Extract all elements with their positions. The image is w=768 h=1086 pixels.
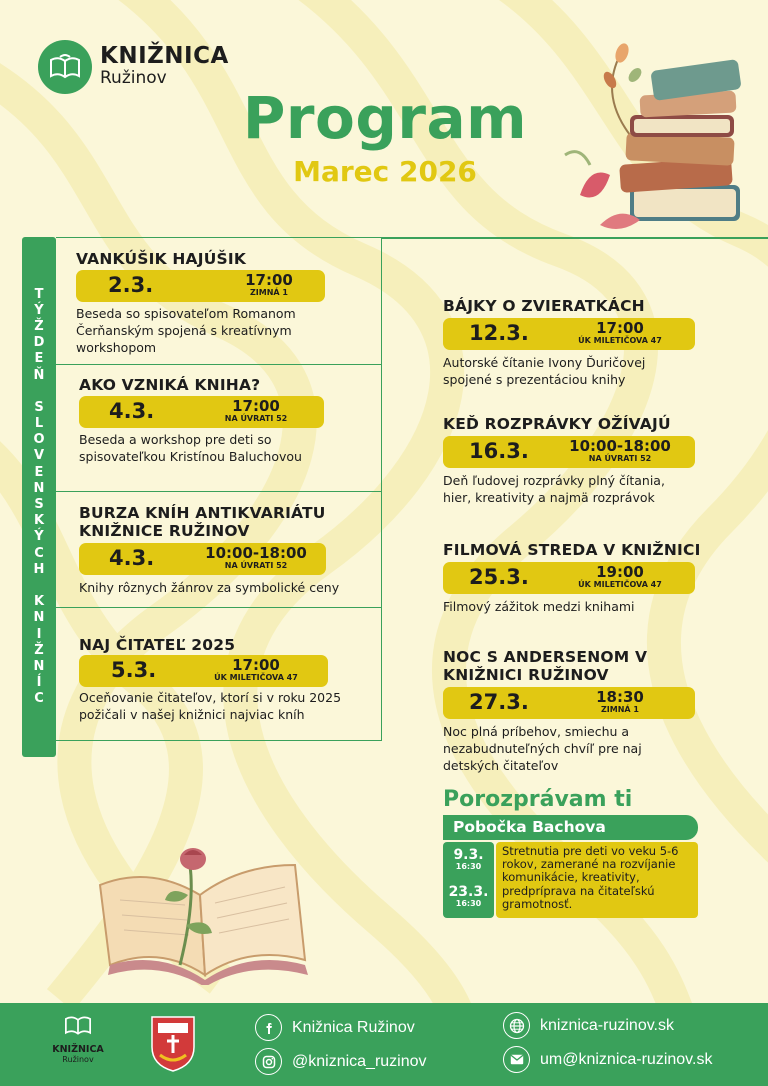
facebook-icon [255, 1014, 282, 1041]
event-time: 18:30 [596, 688, 644, 706]
event-title: FILMOVÁ STREDA V KNIŽNICI [443, 541, 701, 559]
email-link[interactable] [503, 1046, 712, 1073]
event-place: ÚK MILETIČOVA 47 [578, 580, 662, 589]
event-place: NA ÚVRATI 52 [588, 454, 652, 463]
band-letter: O [33, 432, 45, 448]
porozpravam-dates [443, 842, 494, 918]
band-letter: N [33, 480, 45, 496]
porozpravam-date: 23.3. [448, 884, 489, 900]
event-date: 16.3. [469, 439, 529, 463]
logo-sub: Ružinov [100, 68, 167, 89]
band-letter: S [34, 399, 44, 415]
band-letter: C [34, 545, 44, 561]
event-time: 17:00 [232, 656, 280, 674]
event-date: 4.3. [109, 546, 155, 570]
event-description: Deň ľudovej rozprávky plný čítania, hier, kreativity a najmä rozprávok [443, 473, 665, 505]
event-time: 17:00 [232, 397, 280, 415]
event-card[interactable] [443, 415, 698, 506]
footer-logo-name: KNIŽNICA [52, 1044, 104, 1055]
open-book-rose-illustration [90, 825, 320, 985]
band-letter: Ž [34, 642, 44, 658]
book-stack-illustration [560, 35, 750, 235]
band-letter: H [33, 561, 45, 577]
event-date-pill [443, 562, 695, 594]
event-card[interactable] [56, 608, 382, 741]
event-date: 25.3. [469, 565, 529, 589]
porozpravam-time: 16:30 [455, 899, 482, 908]
instagram-label: @kniznica_ruzinov [292, 1052, 427, 1070]
event-place: NA ÚVRATI 52 [224, 561, 288, 570]
event-time: 10:00-18:00 [205, 544, 307, 562]
event-card[interactable] [56, 365, 382, 492]
event-card[interactable] [443, 541, 703, 615]
event-date: 12.3. [469, 321, 529, 345]
event-date-pill [79, 396, 324, 428]
porozpravam-date: 9.3. [453, 847, 484, 863]
porozpravam-time: 16:30 [455, 862, 482, 871]
band-letter: V [33, 448, 45, 464]
event-time: 17:00 [596, 319, 644, 337]
event-place: ZIMNÁ 1 [601, 705, 639, 714]
event-title: KEĎ ROZPRÁVKY OŽÍVAJÚ [443, 415, 671, 433]
event-time: 19:00 [596, 563, 644, 581]
porozpravam-description: Stretnutia pre deti vo veku 5-6 rokov, zamerané na rozvíjanie komunikácie, kreativity, predpríprava na čitateľskú gramotnosť. [496, 842, 698, 918]
event-description: Beseda so spisovateľom Romanom Čerňanským spojená s kreatívnym workshopom [76, 306, 296, 355]
logo-name: KNIŽNICA [100, 43, 229, 70]
band-letter: Í [36, 675, 42, 691]
event-place: ZIMNÁ 1 [250, 288, 288, 297]
event-place: ÚK MILETIČOVA 47 [214, 673, 298, 682]
website-link[interactable] [503, 1012, 674, 1039]
band-letter: C [34, 691, 44, 707]
email-label: um@kniznica-ruzinov.sk [540, 1050, 713, 1068]
event-date: 2.3. [108, 273, 154, 297]
mail-icon [503, 1046, 530, 1073]
event-date-pill [79, 543, 326, 575]
event-date-pill [443, 318, 695, 350]
band-letter: N [33, 610, 45, 626]
event-card[interactable] [443, 648, 698, 774]
globe-icon [503, 1012, 530, 1039]
branch-label: Pobočka Bachova [443, 815, 698, 840]
event-date-pill [443, 436, 695, 468]
instagram-link[interactable] [255, 1048, 427, 1075]
event-description: Filmový zážitok medzi knihami [443, 599, 635, 614]
event-place: ÚK MILETIČOVA 47 [578, 336, 662, 345]
band-letter: Ý [34, 302, 44, 318]
event-date-pill [79, 655, 328, 687]
instagram-icon [255, 1048, 282, 1075]
divider-line [382, 237, 768, 239]
band-letter: I [36, 626, 42, 642]
band-letter: T [34, 286, 44, 302]
event-date: 27.3. [469, 690, 529, 714]
book-logo-icon [63, 1012, 93, 1038]
event-title: AKO VZNIKÁ KNIHA? [79, 376, 261, 394]
event-date-pill [76, 270, 325, 302]
event-title: BÁJKY O ZVIERATKÁCH [443, 297, 645, 315]
band-letter: D [33, 335, 45, 351]
event-card[interactable] [56, 237, 382, 365]
facebook-link[interactable] [255, 1014, 415, 1041]
footer-logo[interactable] [52, 1012, 104, 1064]
footer-logo-sub: Ružinov [62, 1055, 94, 1064]
event-description: Oceňovanie čitateľov, ktorí si v roku 2025 požičali v našej knižnici najviac kníh [79, 690, 342, 722]
event-title: NAJ ČITATEĽ 2025 [79, 636, 236, 654]
coat-of-arms-icon [148, 1013, 198, 1075]
band-letter: L [34, 416, 44, 432]
event-time: 17:00 [245, 271, 293, 289]
book-logo-icon [38, 40, 92, 94]
website-label: kniznica-ruzinov.sk [540, 1016, 674, 1034]
event-description: Knihy rôznych žánrov za symbolické ceny [79, 580, 340, 595]
page-title: Program [242, 84, 528, 152]
band-letter: E [34, 351, 44, 367]
facebook-label: Knižnica Ružinov [292, 1018, 415, 1036]
event-date: 4.3. [109, 399, 155, 423]
event-time: 10:00-18:00 [569, 437, 671, 455]
band-letter: N [33, 658, 45, 674]
band-letter: Ž [34, 318, 44, 334]
event-card[interactable] [56, 492, 382, 608]
event-card[interactable] [443, 297, 698, 388]
event-description: Beseda a workshop pre deti so spisovateľkou Kristínou Baluchovou [79, 432, 302, 464]
band-letter: Ý [34, 529, 44, 545]
event-description: Noc plná príbehov, smiechu a nezabudnuteľných chvíľ pre naj detských čitateľov [443, 724, 642, 773]
event-title: NOC S ANDERSENOM V KNIŽNICI RUŽINOV [443, 648, 648, 684]
event-title: BURZA KNÍH ANTIKVARIÁTU KNIŽNICE RUŽINOV [79, 504, 326, 540]
band-letter: E [34, 464, 44, 480]
event-place: NA ÚVRATI 52 [224, 414, 288, 423]
band-letter: Ň [33, 367, 45, 383]
event-date-pill [443, 687, 695, 719]
porozpravam-title: Porozprávam ti [443, 787, 633, 812]
event-date: 5.3. [111, 658, 157, 682]
band-letter: S [34, 497, 44, 512]
event-description: Autorské čítanie Ivony Ďuričovej spojené s prezentáciou knihy [443, 355, 646, 387]
page-subtitle: Marec 2026 [293, 155, 477, 188]
week-of-slovak-libraries-band [22, 237, 56, 757]
event-title: VANKÚŠIK HAJÚŠIK [76, 250, 247, 268]
band-letter: K [33, 513, 45, 529]
band-letter: K [33, 594, 45, 610]
